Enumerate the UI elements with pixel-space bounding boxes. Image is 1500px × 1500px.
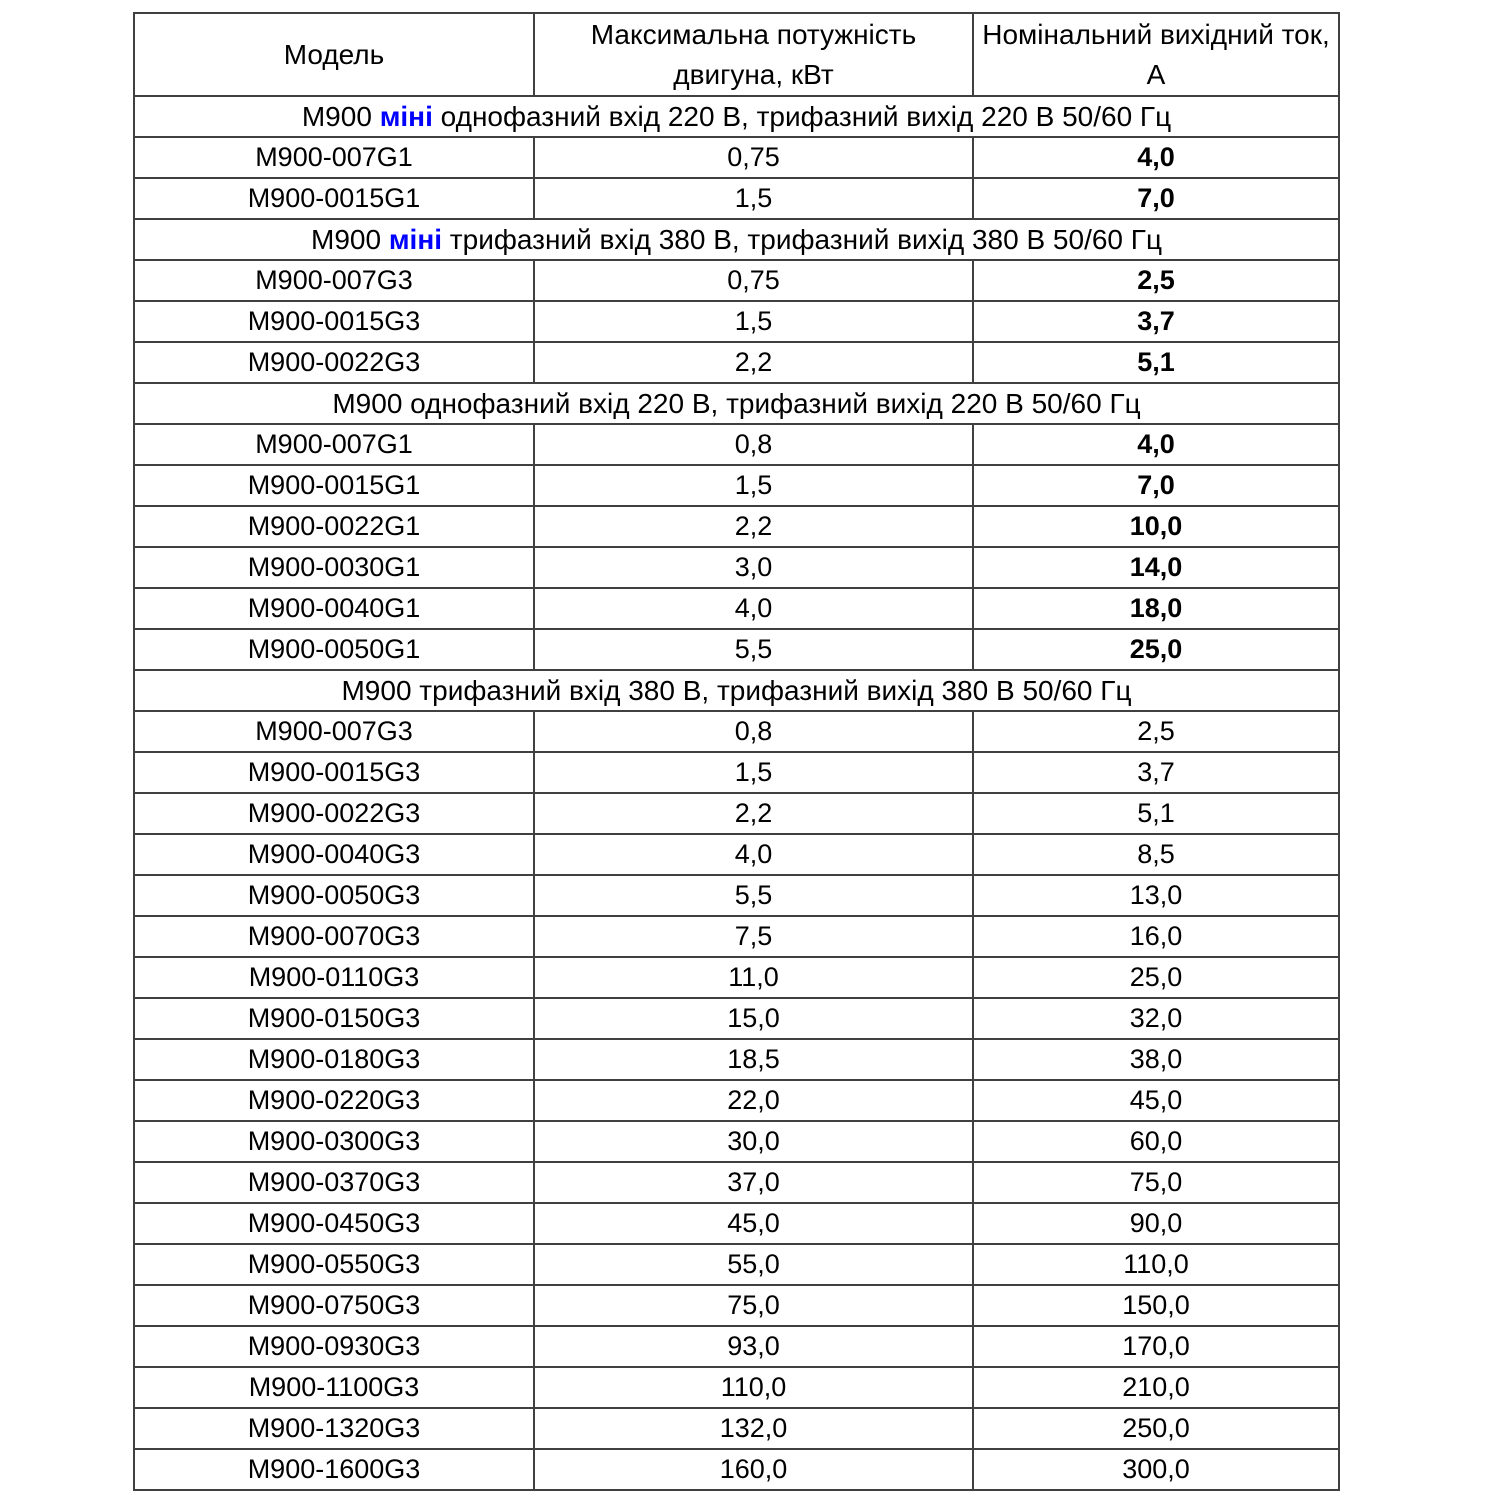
power-cell: 1,5 (534, 301, 973, 342)
power-cell: 5,5 (534, 875, 973, 916)
table-row (134, 629, 1339, 670)
power-cell: 0,8 (534, 711, 973, 752)
table-row (134, 1449, 1339, 1490)
spec-table-wrapper (133, 12, 1340, 1491)
current-cell: 16,0 (973, 916, 1339, 957)
current-cell: 10,0 (973, 506, 1339, 547)
model-cell: M900-0015G3 (134, 752, 534, 793)
model-cell: M900-0040G3 (134, 834, 534, 875)
table-row (134, 178, 1339, 219)
table-row (134, 1039, 1339, 1080)
table-row (134, 1408, 1339, 1449)
model-cell: M900-007G1 (134, 424, 534, 465)
col-header-model (134, 13, 534, 96)
section-header-row (134, 383, 1339, 424)
current-cell: 3,7 (973, 301, 1339, 342)
power-cell: 0,8 (534, 424, 973, 465)
section-header-row (134, 670, 1339, 711)
table-row (134, 793, 1339, 834)
current-cell: 8,5 (973, 834, 1339, 875)
model-cell: M900-0050G1 (134, 629, 534, 670)
table-row (134, 1080, 1339, 1121)
power-cell: 93,0 (534, 1326, 973, 1367)
col-header-current (973, 13, 1339, 96)
power-cell: 11,0 (534, 957, 973, 998)
table-row (134, 465, 1339, 506)
table-row (134, 506, 1339, 547)
current-cell: 25,0 (973, 629, 1339, 670)
model-cell: M900-1600G3 (134, 1449, 534, 1490)
header-row (134, 13, 1339, 96)
table-row (134, 260, 1339, 301)
current-cell: 3,7 (973, 752, 1339, 793)
current-cell: 7,0 (973, 465, 1339, 506)
power-cell: 0,75 (534, 260, 973, 301)
col-header-current-line2: А (1146, 58, 1166, 90)
power-cell: 18,5 (534, 1039, 973, 1080)
model-cell: M900-0015G3 (134, 301, 534, 342)
table-row (134, 342, 1339, 383)
table-row (134, 301, 1339, 342)
model-cell: M900-0070G3 (134, 916, 534, 957)
model-cell: M900-0150G3 (134, 998, 534, 1039)
table-row (134, 424, 1339, 465)
power-cell: 45,0 (534, 1203, 973, 1244)
model-cell: M900-0015G1 (134, 178, 534, 219)
section-title-text: однофазний вхід 220 В, трифазний вихід 220 В 50/60 Гц (432, 100, 1172, 132)
power-cell: 0,75 (534, 137, 973, 178)
model-cell: M900-0370G3 (134, 1162, 534, 1203)
power-cell: 4,0 (534, 588, 973, 629)
power-cell: 5,5 (534, 629, 973, 670)
power-cell: 75,0 (534, 1285, 973, 1326)
model-cell: M900-007G1 (134, 137, 534, 178)
section-title (134, 219, 1339, 260)
section-title (134, 96, 1339, 137)
power-cell: 37,0 (534, 1162, 973, 1203)
model-cell: M900-0750G3 (134, 1285, 534, 1326)
power-cell: 110,0 (534, 1367, 973, 1408)
current-cell: 5,1 (973, 793, 1339, 834)
section-title-text: M900 (311, 223, 389, 255)
table-row (134, 1203, 1339, 1244)
current-cell: 75,0 (973, 1162, 1339, 1203)
current-cell: 210,0 (973, 1367, 1339, 1408)
table-row (134, 547, 1339, 588)
section-title-text: трифазний вхід 380 В, трифазний вихід 380 В 50/60 Гц (442, 223, 1162, 255)
current-cell: 110,0 (973, 1244, 1339, 1285)
current-cell: 13,0 (973, 875, 1339, 916)
section-header-row (134, 96, 1339, 137)
current-cell: 5,1 (973, 342, 1339, 383)
table-row (134, 1285, 1339, 1326)
table-row (134, 834, 1339, 875)
table-body (134, 96, 1339, 1490)
current-cell: 2,5 (973, 711, 1339, 752)
power-cell: 3,0 (534, 547, 973, 588)
section-title-text: M900 (301, 100, 380, 132)
power-cell: 1,5 (534, 178, 973, 219)
col-header-current-line1: Номінальний вихідний ток, (982, 18, 1330, 50)
power-cell: 4,0 (534, 834, 973, 875)
table-row (134, 957, 1339, 998)
section-title (134, 383, 1339, 424)
power-cell: 22,0 (534, 1080, 973, 1121)
model-cell: M900-0040G1 (134, 588, 534, 629)
current-cell: 250,0 (973, 1408, 1339, 1449)
mini-highlight: міні (379, 100, 433, 132)
mini-highlight: міні (388, 223, 443, 255)
current-cell: 18,0 (973, 588, 1339, 629)
table-row (134, 998, 1339, 1039)
power-cell: 1,5 (534, 465, 973, 506)
col-header-model-label: Модель (283, 38, 385, 70)
power-cell: 2,2 (534, 793, 973, 834)
table-row (134, 1121, 1339, 1162)
model-cell: M900-0220G3 (134, 1080, 534, 1121)
current-cell: 7,0 (973, 178, 1339, 219)
model-cell: M900-0022G3 (134, 342, 534, 383)
current-cell: 45,0 (973, 1080, 1339, 1121)
model-cell: M900-0300G3 (134, 1121, 534, 1162)
section-title-text: M900 трифазний вхід 380 В, трифазний вихід 380 В 50/60 Гц (341, 674, 1132, 706)
col-header-power-line1: Максимальна потужність (590, 18, 917, 50)
current-cell: 90,0 (973, 1203, 1339, 1244)
table-row (134, 1367, 1339, 1408)
model-cell: M900-007G3 (134, 711, 534, 752)
current-cell: 38,0 (973, 1039, 1339, 1080)
model-cell: M900-1320G3 (134, 1408, 534, 1449)
power-cell: 15,0 (534, 998, 973, 1039)
power-cell: 7,5 (534, 916, 973, 957)
model-cell: M900-0015G1 (134, 465, 534, 506)
model-cell: M900-0110G3 (134, 957, 534, 998)
spec-table (133, 12, 1340, 1491)
current-cell: 4,0 (973, 137, 1339, 178)
section-title (134, 670, 1339, 711)
table-row (134, 1162, 1339, 1203)
model-cell: M900-0050G3 (134, 875, 534, 916)
power-cell: 160,0 (534, 1449, 973, 1490)
current-cell: 4,0 (973, 424, 1339, 465)
model-cell: M900-0550G3 (134, 1244, 534, 1285)
table-row (134, 137, 1339, 178)
table-row (134, 1244, 1339, 1285)
model-cell: M900-1100G3 (134, 1367, 534, 1408)
power-cell: 30,0 (534, 1121, 973, 1162)
section-header-row (134, 219, 1339, 260)
current-cell: 170,0 (973, 1326, 1339, 1367)
current-cell: 150,0 (973, 1285, 1339, 1326)
model-cell: M900-0022G3 (134, 793, 534, 834)
table-row (134, 711, 1339, 752)
current-cell: 14,0 (973, 547, 1339, 588)
model-cell: M900-0930G3 (134, 1326, 534, 1367)
table-row (134, 916, 1339, 957)
model-cell: M900-0180G3 (134, 1039, 534, 1080)
table-row (134, 588, 1339, 629)
model-cell: M900-0450G3 (134, 1203, 534, 1244)
current-cell: 60,0 (973, 1121, 1339, 1162)
model-cell: M900-0022G1 (134, 506, 534, 547)
table-row (134, 752, 1339, 793)
col-header-power (534, 13, 973, 96)
table-row (134, 1326, 1339, 1367)
model-cell: M900-0030G1 (134, 547, 534, 588)
section-title-text: M900 однофазний вхід 220 В, трифазний вихід 220 В 50/60 Гц (332, 387, 1141, 419)
table-header (134, 13, 1339, 96)
table-row (134, 875, 1339, 916)
power-cell: 2,2 (534, 342, 973, 383)
power-cell: 55,0 (534, 1244, 973, 1285)
current-cell: 25,0 (973, 957, 1339, 998)
current-cell: 32,0 (973, 998, 1339, 1039)
model-cell: M900-007G3 (134, 260, 534, 301)
current-cell: 2,5 (973, 260, 1339, 301)
power-cell: 132,0 (534, 1408, 973, 1449)
power-cell: 2,2 (534, 506, 973, 547)
current-cell: 300,0 (973, 1449, 1339, 1490)
col-header-power-line2: двигуна, кВт (673, 58, 834, 90)
power-cell: 1,5 (534, 752, 973, 793)
